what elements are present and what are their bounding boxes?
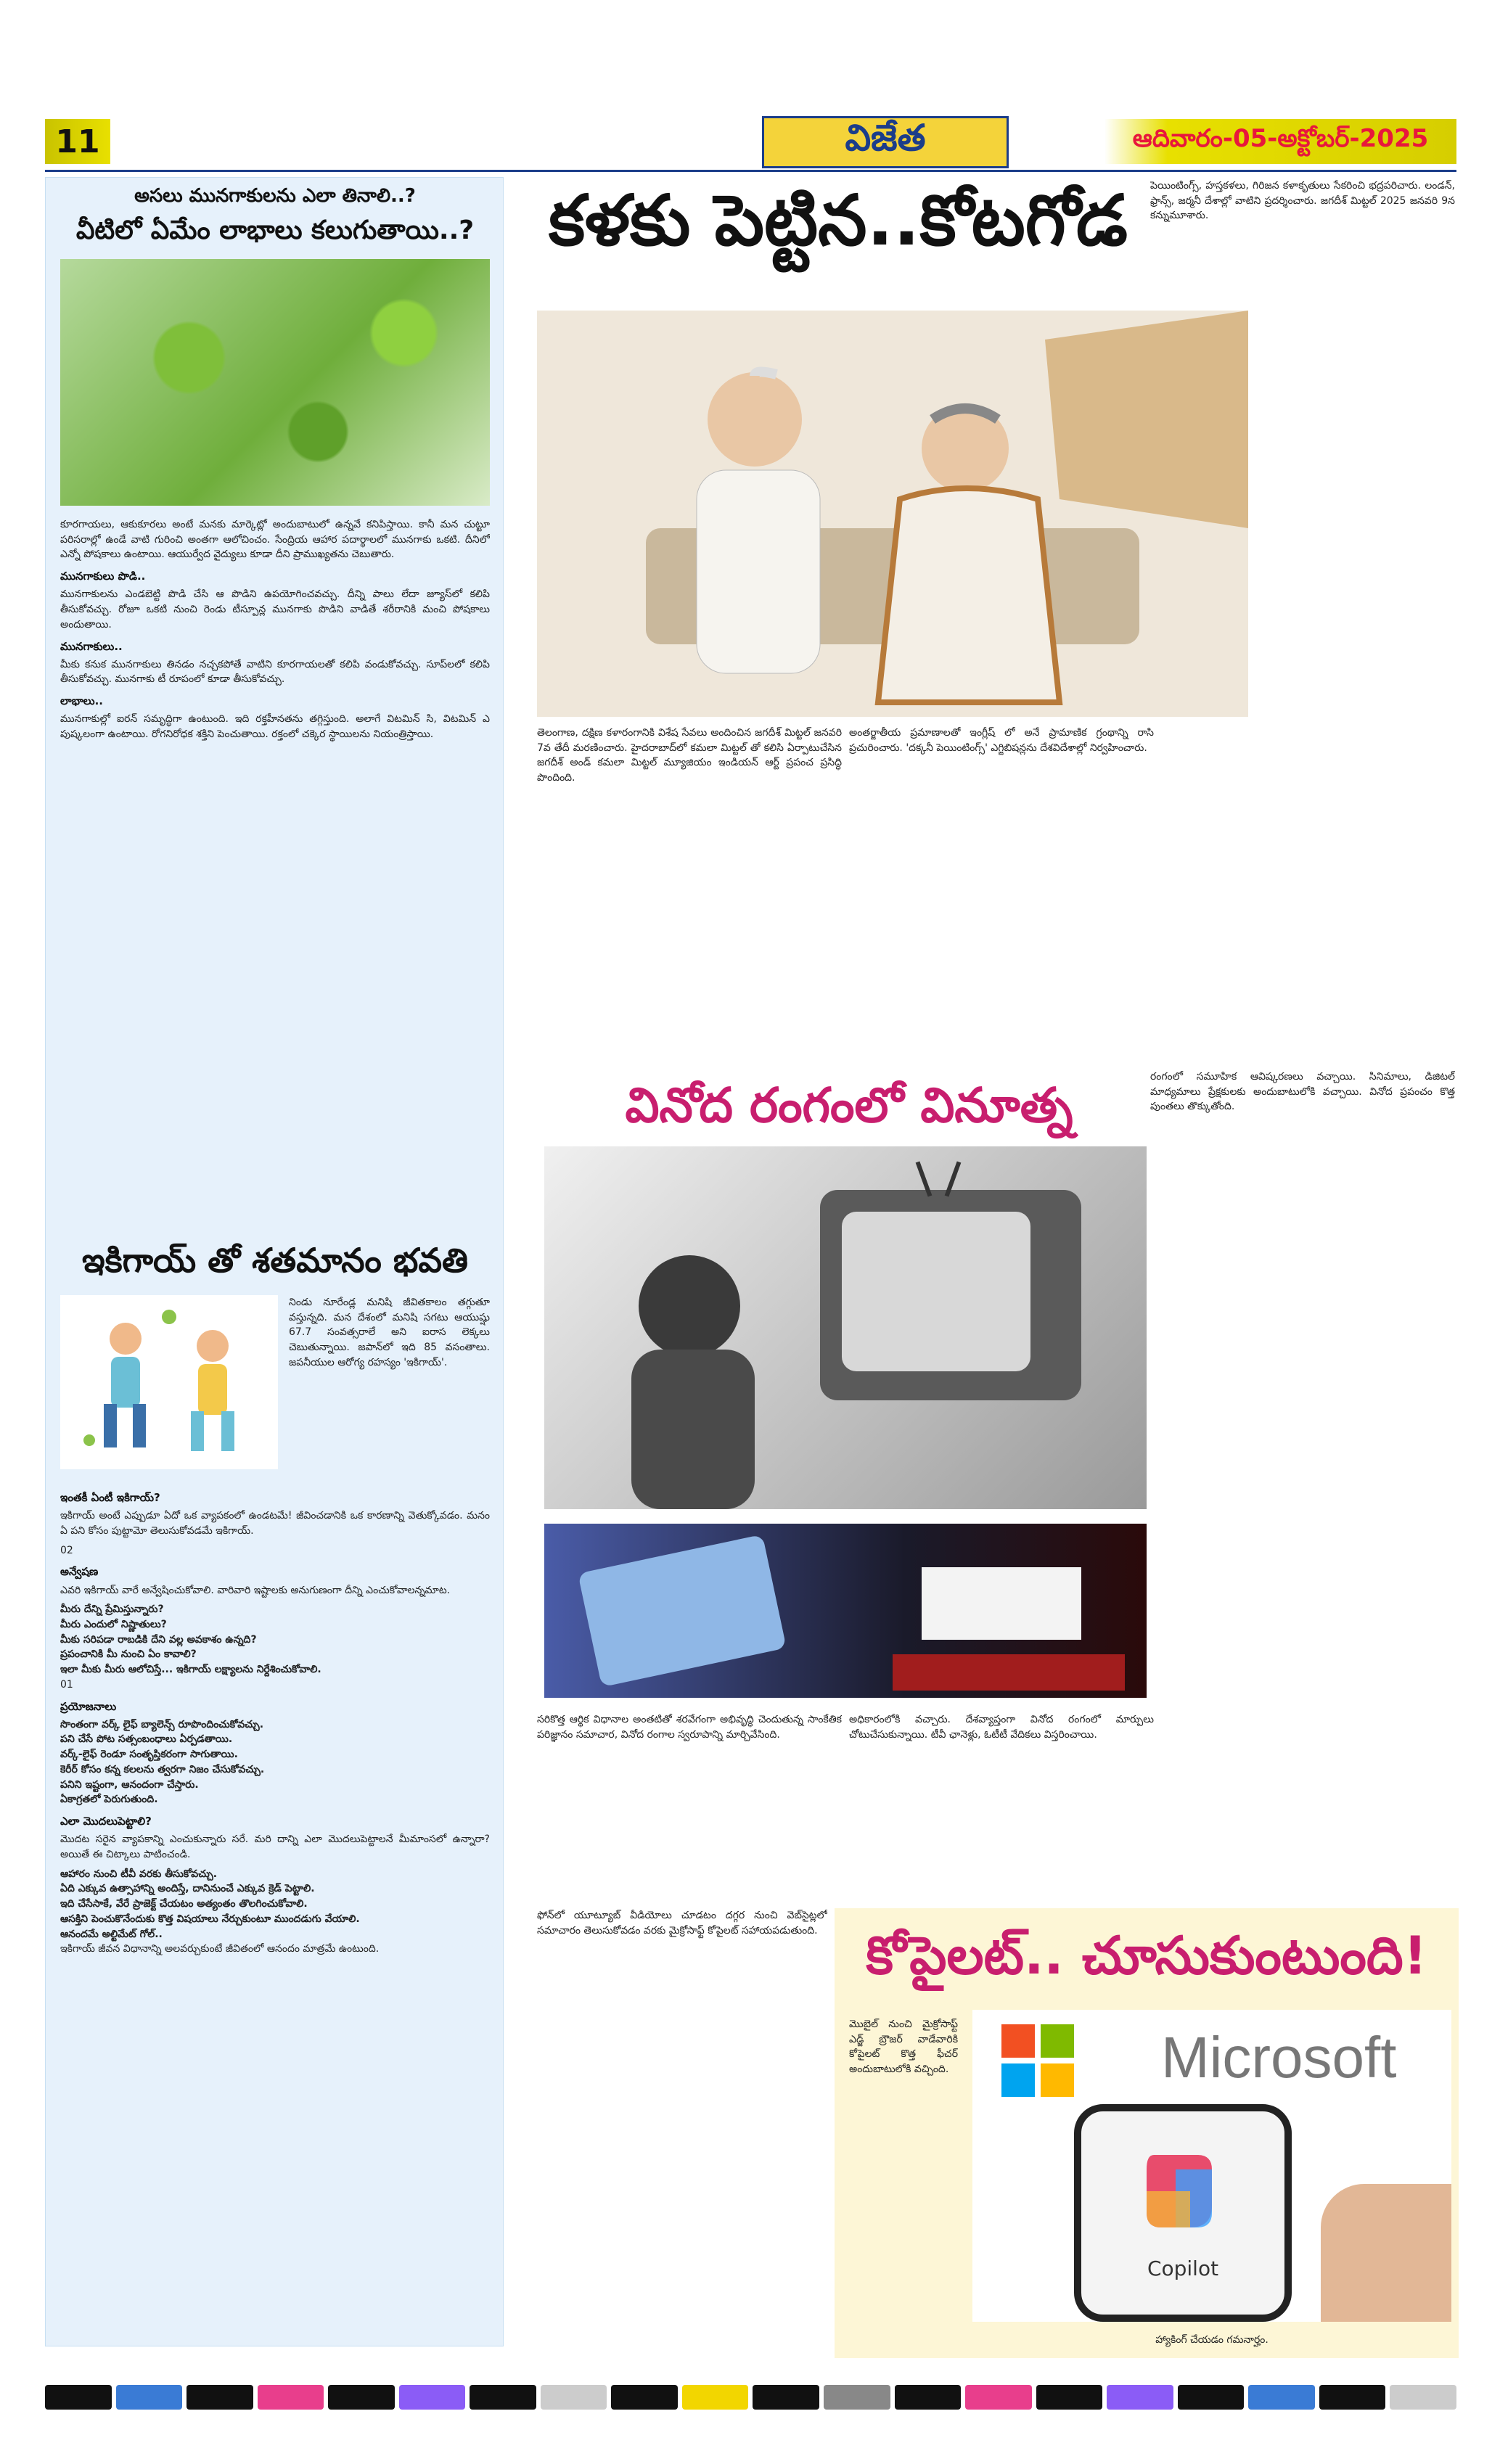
color-swatch	[965, 2385, 1032, 2410]
ikigai-t3: ఇది చేసేసాకే, వేరే ప్రాజెక్ట్ చేయటం అత్యంతం తొలగించుకోవాలి.	[60, 1898, 308, 1910]
masthead-logo: విజేత	[762, 116, 1009, 168]
ikigai-s2-heading: ఎలా మొదలుపెట్టాలి?	[60, 1815, 152, 1828]
copilot-col2: మొబైల్‌ నుంచి మైక్రోసాఫ్ట్ ఎడ్జ్ బ్రౌజర్ వాడేవారికి కోపైలట్ కొత్త ఫీచర్ అందుబాటులోకి వచ్చింది.	[849, 2019, 958, 2076]
color-swatch	[1390, 2385, 1456, 2410]
kalaku-col2: అంతర్జాతీయ ప్రమాణాలతో ఇంగ్లీష్ లో అనే ప్రామాణిక గ్రంథాన్ని రాసి ప్రచురించారు. 'దక్కనీ పెయింటింగ్స్' ఎగ్జిబిషన్లను దేశవిదేశాల్లో నిర్వహించారు.	[849, 727, 1154, 754]
kalaku-headline: కళకు పెట్టిన..కోటగోడ	[549, 180, 1128, 261]
registration-color-strip	[45, 2380, 1456, 2415]
ikigai-q3: మీకు సరిపడా రాబడికి దేని వల్ల అవకాశం ఉన్నది?	[60, 1633, 257, 1646]
color-swatch	[328, 2385, 395, 2410]
copilot-app-label: Copilot	[1147, 2256, 1219, 2280]
copilot-phone-photo	[972, 2010, 1451, 2322]
ikigai-s1-text: ఇకిగాయ్ అంటే ఎప్పుడూ ఏదో ఒక వ్యాపకంలో ఉండటమే! జీవించడానికి ఒక కారణాన్ని వెతుక్కోవడం. మనం ఏ పని కోసం పుట్టామో తెలుసుకోవడమే ఇకిగాయ్.	[60, 1510, 490, 1537]
ikigai-body	[60, 1484, 490, 2340]
moringa-leaves-photo	[60, 259, 490, 506]
moringa-article	[60, 185, 490, 252]
page-header	[45, 116, 1456, 168]
ikigai-s2-text: మొదట సరైన వ్యాపకాన్ని ఎంచుకున్నారు సరే. మరి దాన్ని ఎలా మొదలుపెట్టాలనే మీమాంసలో ఉన్నారా? అయితే ఈ చిట్కాలు పాటించండి.	[60, 1833, 490, 1860]
color-swatch	[753, 2385, 819, 2410]
phone-device	[1074, 2104, 1292, 2322]
copilot-caption: హ్యాకింగ్ చేయడం గమనార్హం.	[1155, 2334, 1269, 2346]
ikigai-t4: ఆసక్తిని పెంచుకొనేందుకు కొత్త విషయాలు నేర్చుకుంటూ ముందడుగు వేయాలి.	[60, 1913, 360, 1925]
ikigai-benefits	[60, 1717, 490, 1807]
color-swatch	[1036, 2385, 1103, 2410]
moringa-s1-heading: మునగాకులు పొడి..	[60, 570, 146, 583]
phone-and-cinema-photo	[544, 1524, 1147, 1698]
ikigai-p6: ఏకాగ్రతలో పెరుగుతుంది.	[60, 1794, 158, 1806]
ikigai-t2: ఏది ఎక్కువ ఉత్సాహాన్ని అందిస్తే, దానినుంచే ఎక్కువ క్రెడ్ పెట్టాలి.	[60, 1883, 315, 1895]
vinoda-col1: సరికొత్త ఆర్థిక విధానాల అంతటితో శరవేగంగా అభివృద్ధి చెందుతున్న సాంకేతిక పరిజ్ఞానం సమాచార, వినోద రంగాల స్వరూపాన్ని మార్చివేసింది.	[537, 1714, 842, 1741]
color-swatch	[1178, 2385, 1245, 2410]
microsoft-logo-text: Microsoft	[1161, 2025, 1397, 2090]
copilot-col1: ఫోన్‌లో యూట్యూబ్ వీడియోలు చూడటం దగ్గర నుంచి వెబ్‌సైట్లలో సమాచారం తెలుసుకోవడం వరకు మైక్రోసాఫ్ట్ కోపైలట్ సహాయపడుతుంది.	[537, 1910, 827, 1937]
retro-tv-icon	[544, 1146, 1147, 1509]
ikigai-p3: వర్క్-లైఫ్ రెండూ సంతృప్తికరంగా సాగుతాయి.	[60, 1749, 239, 1761]
color-swatch	[1248, 2385, 1315, 2410]
ikigai-p2: పని చేసే పోట సత్సంబంధాలు ఏర్పడతాయి.	[60, 1733, 233, 1746]
ikigai-questions	[60, 1602, 490, 1677]
color-swatch	[541, 2385, 607, 2410]
mittal-couple-photo	[537, 311, 1248, 717]
ikigai-t5: ఆనందమే అల్టిమేట్ గోల్..	[60, 1928, 163, 1940]
moringa-title: వీటిలో ఏమేం లాభాలు కలుగుతాయి..?	[75, 215, 475, 245]
issue-date: ఆదివారం-05-అక్టోబర్-2025	[1104, 119, 1456, 164]
color-swatch	[1107, 2385, 1173, 2410]
color-swatch	[682, 2385, 749, 2410]
ikigai-p1: సొంతంగా వర్క్ లైఫ్ బ్యాలెన్స్ రూపొందించుకోవచ్చు.	[60, 1718, 264, 1730]
cinema-screen-icon	[544, 1524, 1147, 1698]
copilot-headline: కోపైలట్.. చూసుకుంటుంది!	[866, 1925, 1427, 1986]
ikigai-p-heading: ప్రయోజనాలు	[60, 1699, 117, 1713]
ikigai-close: ఇకిగాయ్ జీవన విధానాన్ని అలవర్చుకుంటే జీవితంలో ఆనందం మాత్రమే ఉంటుంది.	[60, 1943, 380, 1955]
ikigai-q-lead: ఎవరి ఇకిగాయ్ వారే అన్వేషించుకోవాలి. వారివారి ఇష్టాలకు అనుగుణంగా దీన్ని ఎంచుకోవాలన్నమాట.	[60, 1584, 451, 1596]
color-swatch	[611, 2385, 678, 2410]
moringa-s2-text: మీకు కనుక మునగాకులు తినడం నచ్చకపోతే వాటిని కూరగాయలతో కలిపి వండుకోవచ్చు. సూప్‌లలో కలిపి తీసుకోవచ్చు. మునగాకు టీ రూపంలో కూడా తీసుకోవచ్చు.	[60, 658, 490, 686]
ikigai-q4: ప్రపంచానికి మీ నుంచి ఏం కావాలి?	[60, 1648, 197, 1661]
ikigai-num1: 02	[60, 1544, 73, 1556]
moringa-s3-text: మునగాకుల్లో ఐరన్ సమృద్ధిగా ఉంటుంది. ఇది రక్తహీనతను తగ్గిస్తుంది. అలాగే విటమిన్ సి, విటమిన్ ఎ పుష్కలంగా ఉంటాయి. రోగనిరోధక శక్తిని పెంచుతాయి. రక్తంలో చక్కెర స్థాయిలను నియంత్రిస్తాయి.	[60, 713, 490, 741]
ikigai-t1: ఆహారం నుంచి టీవీ వరకు తీసుకోవచ్చు.	[60, 1868, 218, 1880]
ikigai-p4: కెరీర్ కోసం కన్న కలలను త్వరగా నిజం చేసుకోవచ్చు.	[60, 1763, 265, 1775]
moringa-kicker: అసలు మునగాకులను ఎలా తినాలి..?	[134, 185, 416, 207]
ikigai-s1-heading: ఇంతకీ ఏంటీ ఇకిగాయ్?	[60, 1491, 160, 1504]
ikigai-tips	[60, 1867, 490, 1942]
ikigai-p5: పనిని ఇష్టంగా, ఆనందంగా చేస్తారు.	[60, 1778, 199, 1791]
ikigai-q2: మీరు ఎందులో నిష్ణాతులు?	[60, 1618, 167, 1630]
vinoda-col2: అధికారంలోకి వచ్చారు. దేశవ్యాప్తంగా వినోద రంగంలో మార్పులు చోటుచేసుకున్నాయి. టీవీ ఛానెళ్లు, ఓటీటీ వేదికలు విస్తరించాయి.	[849, 1714, 1154, 1741]
vinoda-headline: వినోద రంగంలో వినూత్న	[625, 1077, 1073, 1133]
ikigai-illustration	[60, 1295, 278, 1469]
color-swatch	[258, 2385, 324, 2410]
color-swatch	[824, 2385, 890, 2410]
ikigai-q1: మీరు దేన్ని ప్రేమిస్తున్నారు?	[60, 1603, 164, 1616]
microsoft-windows-logo-icon	[1001, 2024, 1074, 2097]
moringa-s2-heading: మునగాకులు..	[60, 639, 123, 653]
ikigai-title: ఇకిగాయ్ తో శతమానం భవతి	[81, 1241, 469, 1280]
copilot-article	[835, 1908, 1459, 2358]
kalaku-col3: పెయింటింగ్స్, హస్తకళలు, గిరిజన కళాకృతులు సేకరించి భద్రపరిచారు. లండన్, ఫ్రాన్స్, జర్మనీ దేశాల్లో వాటిని ప్రదర్శించారు. జగదీశ్ మిట్టల్ 2025 జనవరి 9న కన్నుమూశారు.	[1150, 180, 1455, 222]
vinoda-header	[534, 1069, 1164, 1142]
left-column	[45, 177, 504, 2346]
copilot-logo-icon	[1132, 2140, 1234, 2242]
moringa-s3-heading: లాభాలు..	[60, 694, 104, 708]
color-swatch	[45, 2385, 112, 2410]
header-divider	[45, 170, 1456, 172]
ikigai-num2: 01	[60, 1678, 73, 1691]
color-swatch	[399, 2385, 466, 2410]
vinoda-col3: రంగంలో సమూహిక ఆవిష్కరణలు వచ్చాయి. సినిమాలు, డిజిటల్ మాధ్యమాలు ప్రేక్షకులకు అందుబాటులోకి వచ్చాయి. వినోద ప్రపంచం కొత్త పుంతలు తొక్కుతోంది.	[1150, 1071, 1455, 1113]
moringa-s1-text: మునగాకులను ఎండబెట్టి పొడి చేసి ఆ పొడిని ఉపయోగించవచ్చు. దీన్ని పాలు లేదా జ్యూస్‌లో కలిపి తీసుకోవచ్చు. రోజూ ఒకటి నుంచి రెండు టీస్పూన్ల మునగాకు పొడిని వాడితే శరీరానికి మంచి పోషకాలు అందుతాయి.	[60, 588, 490, 631]
color-swatch	[895, 2385, 962, 2410]
page-number: 11	[45, 119, 110, 164]
color-swatch	[470, 2385, 536, 2410]
ikigai-q-heading: అన్వేషణ	[60, 1565, 99, 1579]
ikigai-intro: నిండు నూరేండ్ల మనిషి జీవితకాలం తగ్గుతూ వస్తున్నది. మన దేశంలో మనిషి సగటు ఆయుష్షు 67.7 సంవత్సరాలే అని ఐరాస లెక్కలు చెబుతున్నాయి. జపాన్‌లో ఇది 85 వసంతాలు. జపనీయుల ఆరోగ్య రహస్యం 'ఇకిగాయ్'.	[289, 1297, 490, 1368]
ikigai-q5: ఇలా మీకు మీరు ఆలోచిస్తే... ఇకిగాయ్ లక్ష్యాలను నిర్దేశించుకోవాలి.	[60, 1664, 321, 1676]
boy-watching-tv-photo	[544, 1146, 1147, 1509]
moringa-body	[60, 517, 490, 1228]
color-swatch	[187, 2385, 253, 2410]
color-swatch	[116, 2385, 183, 2410]
elderly-couple-illustration-icon	[537, 311, 1248, 717]
kalaku-col1: తెలంగాణ, దక్షిణ కళారంగానికి విశేష సేవలు అందించిన జగదీశ్ మిట్టల్ జనవరి 7వ తేదీ మరణించారు. హైదరాబాద్‌లో కమలా మిట్టల్ తో కలిసి ఏర్పాటుచేసిన జగదీశ్ అండ్ కమలా మిట్టల్ మ్యూజియం ఇండియన్ ఆర్ట్ ప్రపంచ ప్రసిద్ధి పొందింది.	[537, 727, 842, 784]
moringa-intro: కూరగాయలు, ఆకుకూరలు అంటే మనకు మార్కెట్లో అందుబాటులో ఉన్నవే కనిపిస్తాయి. కానీ మన చుట్టూ పరిసరాల్లో ఉండే వాటి గురించి అంతగా ఆలోచించం. సేంద్రియ ఆహార పదార్థాలలో మునగాకు ఒకటి. దీనిలో ఎన్నో పోషకాలు ఉంటాయి. ఆయుర్వేద వైద్యులు కూడా దీని ప్రాముఖ్యతను చెబుతారు.	[60, 519, 490, 561]
hand-photo	[1321, 2184, 1451, 2322]
dancing-figures-icon	[60, 1295, 278, 1469]
color-swatch	[1319, 2385, 1386, 2410]
